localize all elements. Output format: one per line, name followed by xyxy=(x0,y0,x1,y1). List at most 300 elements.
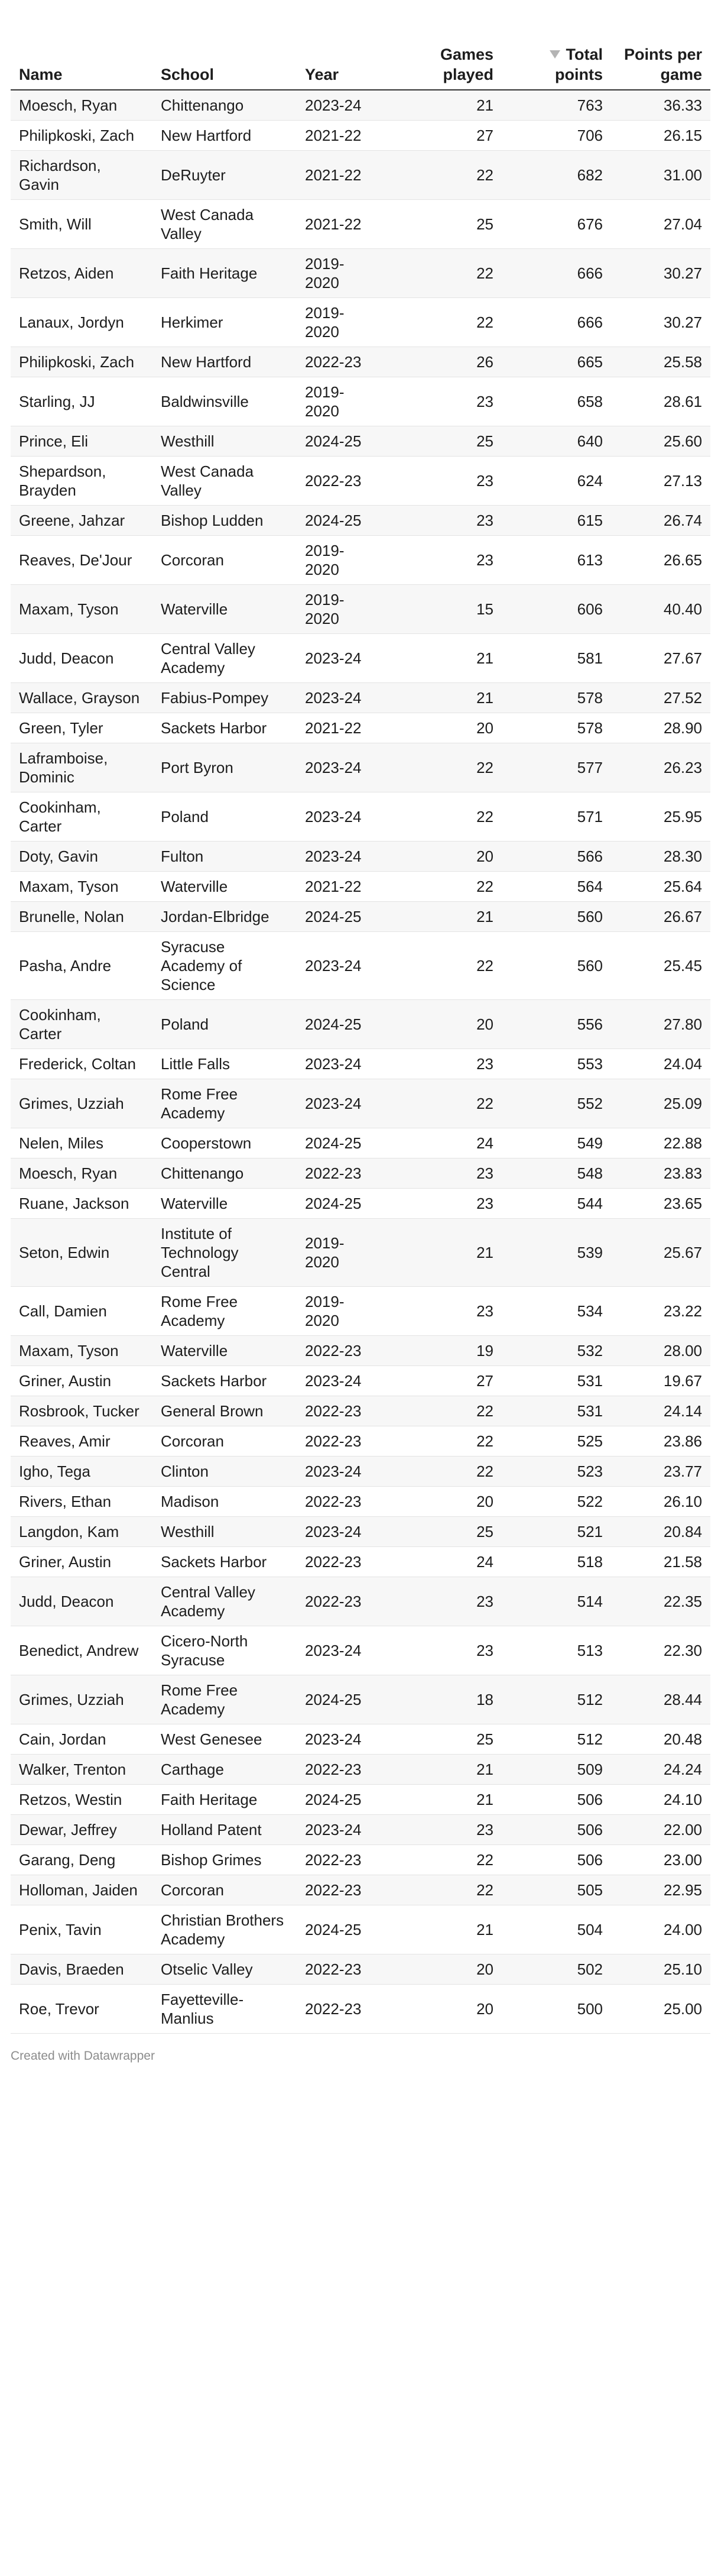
cell-total-points: 560 xyxy=(502,902,611,932)
cell-school: Corcoran xyxy=(152,1426,297,1457)
cell-school: Westhill xyxy=(152,1517,297,1547)
cell-name: Green, Tyler xyxy=(11,713,152,743)
table-row xyxy=(11,634,710,683)
cell-name: Holloman, Jaiden xyxy=(11,1875,152,1905)
cell-total-points: 521 xyxy=(502,1517,611,1547)
cell-name: Greene, Jahzar xyxy=(11,506,152,536)
cell-total-points: 514 xyxy=(502,1577,611,1626)
cell-year: 2023-24 xyxy=(297,743,387,792)
cell-name: Moesch, Ryan xyxy=(11,1158,152,1189)
cell-games-played: 22 xyxy=(387,1426,502,1457)
cell-school: Sackets Harbor xyxy=(152,713,297,743)
cell-school: West Canada Valley xyxy=(152,457,297,506)
cell-name: Davis, Braeden xyxy=(11,1954,152,1985)
cell-total-points: 518 xyxy=(502,1547,611,1577)
cell-games-played: 24 xyxy=(387,1547,502,1577)
cell-points-per-game: 28.44 xyxy=(611,1675,710,1724)
cell-school: Sackets Harbor xyxy=(152,1366,297,1396)
table-row xyxy=(11,1755,710,1785)
table-row xyxy=(11,506,710,536)
cell-points-per-game: 20.48 xyxy=(611,1724,710,1755)
cell-total-points: 615 xyxy=(502,506,611,536)
cell-total-points: 666 xyxy=(502,298,611,347)
cell-name: Starling, JJ xyxy=(11,377,152,426)
table-row xyxy=(11,1985,710,2034)
cell-total-points: 509 xyxy=(502,1755,611,1785)
cell-total-points: 577 xyxy=(502,743,611,792)
table-row xyxy=(11,1287,710,1336)
cell-total-points: 506 xyxy=(502,1785,611,1815)
cell-points-per-game: 40.40 xyxy=(611,585,710,634)
cell-year: 2023-24 xyxy=(297,1626,387,1675)
cell-year: 2024-25 xyxy=(297,1000,387,1049)
cell-year: 2023-24 xyxy=(297,90,387,121)
cell-year: 2022-23 xyxy=(297,1426,387,1457)
cell-points-per-game: 28.30 xyxy=(611,842,710,872)
cell-year: 2023-24 xyxy=(297,792,387,842)
cell-name: Brunelle, Nolan xyxy=(11,902,152,932)
cell-games-played: 22 xyxy=(387,932,502,1000)
cell-total-points: 522 xyxy=(502,1487,611,1517)
cell-school: Waterville xyxy=(152,872,297,902)
cell-year: 2019-2020 xyxy=(297,377,387,426)
cell-year: 2023-24 xyxy=(297,1815,387,1845)
cell-total-points: 613 xyxy=(502,536,611,585)
cell-total-points: 578 xyxy=(502,713,611,743)
cell-points-per-game: 25.67 xyxy=(611,1219,710,1287)
cell-name: Doty, Gavin xyxy=(11,842,152,872)
cell-name: Maxam, Tyson xyxy=(11,585,152,634)
cell-points-per-game: 22.88 xyxy=(611,1128,710,1158)
cell-school: Bishop Grimes xyxy=(152,1845,297,1875)
cell-name: Ruane, Jackson xyxy=(11,1189,152,1219)
cell-games-played: 25 xyxy=(387,1517,502,1547)
cell-points-per-game: 24.04 xyxy=(611,1049,710,1079)
cell-school: New Hartford xyxy=(152,347,297,377)
table-row xyxy=(11,1517,710,1547)
cell-school: Corcoran xyxy=(152,536,297,585)
cell-school: Waterville xyxy=(152,1336,297,1366)
cell-points-per-game: 25.60 xyxy=(611,426,710,457)
cell-name: Walker, Trenton xyxy=(11,1755,152,1785)
cell-total-points: 512 xyxy=(502,1724,611,1755)
cell-total-points: 666 xyxy=(502,249,611,298)
cell-points-per-game: 30.27 xyxy=(611,249,710,298)
cell-points-per-game: 25.95 xyxy=(611,792,710,842)
cell-school: Central Valley Academy xyxy=(152,634,297,683)
cell-total-points: 534 xyxy=(502,1287,611,1336)
cell-school: Christian Brothers Academy xyxy=(152,1905,297,1954)
cell-school: Cooperstown xyxy=(152,1128,297,1158)
cell-school: Faith Heritage xyxy=(152,249,297,298)
header-name[interactable]: Name xyxy=(11,22,152,90)
cell-school: General Brown xyxy=(152,1396,297,1426)
cell-games-played: 22 xyxy=(387,1845,502,1875)
cell-name: Philipkoski, Zach xyxy=(11,347,152,377)
cell-games-played: 20 xyxy=(387,1985,502,2034)
table-row xyxy=(11,1487,710,1517)
cell-name: Retzos, Westin xyxy=(11,1785,152,1815)
cell-total-points: 525 xyxy=(502,1426,611,1457)
cell-total-points: 500 xyxy=(502,1985,611,2034)
cell-games-played: 21 xyxy=(387,683,502,713)
cell-name: Frederick, Coltan xyxy=(11,1049,152,1079)
scoring-table xyxy=(11,22,710,2034)
cell-year: 2022-23 xyxy=(297,1985,387,2034)
table-row xyxy=(11,1219,710,1287)
cell-total-points: 556 xyxy=(502,1000,611,1049)
cell-name: Wallace, Grayson xyxy=(11,683,152,713)
cell-year: 2022-23 xyxy=(297,347,387,377)
cell-school: Rome Free Academy xyxy=(152,1675,297,1724)
sort-descending-icon xyxy=(550,50,560,59)
cell-games-played: 15 xyxy=(387,585,502,634)
cell-school: Sackets Harbor xyxy=(152,1547,297,1577)
cell-year: 2022-23 xyxy=(297,1396,387,1426)
cell-year: 2023-24 xyxy=(297,1724,387,1755)
cell-school: West Canada Valley xyxy=(152,200,297,249)
header-points-per-game[interactable]: Points per game xyxy=(611,22,710,90)
cell-name: Rosbrook, Tucker xyxy=(11,1396,152,1426)
cell-school: Corcoran xyxy=(152,1875,297,1905)
cell-points-per-game: 21.58 xyxy=(611,1547,710,1577)
cell-school: DeRuyter xyxy=(152,151,297,200)
cell-school: Syracuse Academy of Science xyxy=(152,932,297,1000)
cell-total-points: 544 xyxy=(502,1189,611,1219)
cell-school: Institute of Technology Central xyxy=(152,1219,297,1287)
cell-name: Griner, Austin xyxy=(11,1366,152,1396)
cell-school: Waterville xyxy=(152,1189,297,1219)
cell-points-per-game: 28.61 xyxy=(611,377,710,426)
table-row xyxy=(11,1366,710,1396)
cell-year: 2023-24 xyxy=(297,932,387,1000)
cell-games-played: 22 xyxy=(387,1875,502,1905)
cell-points-per-game: 20.84 xyxy=(611,1517,710,1547)
cell-name: Griner, Austin xyxy=(11,1547,152,1577)
cell-name: Penix, Tavin xyxy=(11,1905,152,1954)
table-row xyxy=(11,200,710,249)
cell-school: Poland xyxy=(152,1000,297,1049)
cell-points-per-game: 26.67 xyxy=(611,902,710,932)
cell-name: Grimes, Uzziah xyxy=(11,1675,152,1724)
cell-games-played: 26 xyxy=(387,347,502,377)
cell-games-played: 23 xyxy=(387,1815,502,1845)
table-row xyxy=(11,1845,710,1875)
cell-total-points: 506 xyxy=(502,1845,611,1875)
cell-name: Maxam, Tyson xyxy=(11,1336,152,1366)
cell-year: 2024-25 xyxy=(297,1905,387,1954)
table-row xyxy=(11,1426,710,1457)
cell-name: Shepardson, Brayden xyxy=(11,457,152,506)
cell-games-played: 23 xyxy=(387,536,502,585)
cell-total-points: 676 xyxy=(502,200,611,249)
table-row xyxy=(11,683,710,713)
cell-total-points: 606 xyxy=(502,585,611,634)
cell-total-points: 531 xyxy=(502,1396,611,1426)
cell-school: Fulton xyxy=(152,842,297,872)
cell-points-per-game: 26.10 xyxy=(611,1487,710,1517)
cell-school: West Genesee xyxy=(152,1724,297,1755)
table-row xyxy=(11,1875,710,1905)
cell-school: Jordan-Elbridge xyxy=(152,902,297,932)
cell-total-points: 571 xyxy=(502,792,611,842)
cell-year: 2021-22 xyxy=(297,151,387,200)
cell-total-points: 505 xyxy=(502,1875,611,1905)
cell-games-played: 23 xyxy=(387,457,502,506)
header-total-points[interactable] xyxy=(502,22,611,90)
cell-name: Pasha, Andre xyxy=(11,932,152,1000)
cell-games-played: 22 xyxy=(387,151,502,200)
cell-year: 2024-25 xyxy=(297,1189,387,1219)
cell-name: Cookinham, Carter xyxy=(11,792,152,842)
cell-school: Little Falls xyxy=(152,1049,297,1079)
header-row xyxy=(11,22,710,90)
cell-school: Fayetteville-Manlius xyxy=(152,1985,297,2034)
cell-points-per-game: 23.22 xyxy=(611,1287,710,1336)
cell-year: 2022-23 xyxy=(297,1577,387,1626)
cell-school: Carthage xyxy=(152,1755,297,1785)
table-row xyxy=(11,347,710,377)
cell-school: Holland Patent xyxy=(152,1815,297,1845)
cell-name: Garang, Deng xyxy=(11,1845,152,1875)
cell-points-per-game: 25.00 xyxy=(611,1985,710,2034)
table-row xyxy=(11,842,710,872)
cell-school: Westhill xyxy=(152,426,297,457)
cell-points-per-game: 27.80 xyxy=(611,1000,710,1049)
cell-year: 2022-23 xyxy=(297,457,387,506)
cell-year: 2023-24 xyxy=(297,1079,387,1128)
cell-total-points: 553 xyxy=(502,1049,611,1079)
cell-total-points: 682 xyxy=(502,151,611,200)
table-row xyxy=(11,932,710,1000)
cell-games-played: 21 xyxy=(387,1905,502,1954)
cell-total-points: 539 xyxy=(502,1219,611,1287)
cell-school: New Hartford xyxy=(152,121,297,151)
cell-school: Rome Free Academy xyxy=(152,1079,297,1128)
cell-games-played: 23 xyxy=(387,506,502,536)
cell-year: 2022-23 xyxy=(297,1336,387,1366)
cell-total-points: 560 xyxy=(502,932,611,1000)
cell-school: Rome Free Academy xyxy=(152,1287,297,1336)
cell-school: Central Valley Academy xyxy=(152,1577,297,1626)
cell-school: Fabius-Pompey xyxy=(152,683,297,713)
cell-points-per-game: 24.14 xyxy=(611,1396,710,1426)
cell-year: 2022-23 xyxy=(297,1158,387,1189)
table-row xyxy=(11,1954,710,1985)
table-row xyxy=(11,1626,710,1675)
cell-year: 2022-23 xyxy=(297,1954,387,1985)
cell-year: 2023-24 xyxy=(297,634,387,683)
cell-name: Call, Damien xyxy=(11,1287,152,1336)
table-row xyxy=(11,743,710,792)
cell-name: Rivers, Ethan xyxy=(11,1487,152,1517)
cell-games-played: 23 xyxy=(387,1626,502,1675)
cell-name: Cain, Jordan xyxy=(11,1724,152,1755)
cell-year: 2024-25 xyxy=(297,902,387,932)
cell-games-played: 20 xyxy=(387,1954,502,1985)
table-row xyxy=(11,1396,710,1426)
cell-games-played: 22 xyxy=(387,298,502,347)
header-games-played[interactable]: Games played xyxy=(387,22,502,90)
cell-year: 2022-23 xyxy=(297,1487,387,1517)
table-row xyxy=(11,1158,710,1189)
cell-games-played: 22 xyxy=(387,792,502,842)
cell-games-played: 20 xyxy=(387,1487,502,1517)
cell-points-per-game: 25.10 xyxy=(611,1954,710,1985)
cell-games-played: 20 xyxy=(387,1000,502,1049)
header-year[interactable]: Year xyxy=(297,22,387,90)
cell-games-played: 21 xyxy=(387,1755,502,1785)
cell-points-per-game: 23.86 xyxy=(611,1426,710,1457)
cell-points-per-game: 28.00 xyxy=(611,1336,710,1366)
table-row xyxy=(11,1547,710,1577)
cell-total-points: 502 xyxy=(502,1954,611,1985)
cell-total-points: 513 xyxy=(502,1626,611,1675)
cell-year: 2021-22 xyxy=(297,713,387,743)
table-row xyxy=(11,90,710,121)
table-row xyxy=(11,1336,710,1366)
cell-year: 2023-24 xyxy=(297,683,387,713)
cell-name: Richardson, Gavin xyxy=(11,151,152,200)
cell-points-per-game: 24.10 xyxy=(611,1785,710,1815)
cell-games-played: 18 xyxy=(387,1675,502,1724)
table-row xyxy=(11,1000,710,1049)
table-row xyxy=(11,457,710,506)
cell-games-played: 19 xyxy=(387,1336,502,1366)
cell-total-points: 706 xyxy=(502,121,611,151)
cell-total-points: 548 xyxy=(502,1158,611,1189)
cell-points-per-game: 25.09 xyxy=(611,1079,710,1128)
cell-total-points: 552 xyxy=(502,1079,611,1128)
cell-games-played: 22 xyxy=(387,249,502,298)
cell-games-played: 21 xyxy=(387,1219,502,1287)
cell-total-points: 532 xyxy=(502,1336,611,1366)
table-row xyxy=(11,1128,710,1158)
cell-total-points: 566 xyxy=(502,842,611,872)
cell-points-per-game: 26.74 xyxy=(611,506,710,536)
cell-games-played: 22 xyxy=(387,872,502,902)
cell-total-points: 506 xyxy=(502,1815,611,1845)
cell-games-played: 21 xyxy=(387,1785,502,1815)
cell-points-per-game: 31.00 xyxy=(611,151,710,200)
cell-points-per-game: 27.13 xyxy=(611,457,710,506)
datawrapper-table-container xyxy=(11,0,710,2063)
table-row xyxy=(11,249,710,298)
table-row xyxy=(11,536,710,585)
cell-total-points: 624 xyxy=(502,457,611,506)
cell-points-per-game: 27.67 xyxy=(611,634,710,683)
cell-year: 2023-24 xyxy=(297,1366,387,1396)
cell-name: Igho, Tega xyxy=(11,1457,152,1487)
cell-total-points: 531 xyxy=(502,1366,611,1396)
cell-year: 2022-23 xyxy=(297,1875,387,1905)
cell-year: 2024-25 xyxy=(297,426,387,457)
cell-games-played: 23 xyxy=(387,1049,502,1079)
cell-total-points: 640 xyxy=(502,426,611,457)
cell-games-played: 21 xyxy=(387,90,502,121)
table-row xyxy=(11,121,710,151)
cell-year: 2022-23 xyxy=(297,1755,387,1785)
cell-year: 2019-2020 xyxy=(297,1219,387,1287)
table-row xyxy=(11,426,710,457)
cell-total-points: 512 xyxy=(502,1675,611,1724)
cell-year: 2024-25 xyxy=(297,1128,387,1158)
cell-name: Reaves, De'Jour xyxy=(11,536,152,585)
cell-school: Poland xyxy=(152,792,297,842)
cell-name: Nelen, Miles xyxy=(11,1128,152,1158)
cell-year: 2023-24 xyxy=(297,1049,387,1079)
table-row xyxy=(11,151,710,200)
cell-games-played: 25 xyxy=(387,426,502,457)
table-row xyxy=(11,1049,710,1079)
cell-games-played: 22 xyxy=(387,1079,502,1128)
cell-points-per-game: 25.45 xyxy=(611,932,710,1000)
cell-year: 2019-2020 xyxy=(297,585,387,634)
cell-points-per-game: 27.52 xyxy=(611,683,710,713)
cell-games-played: 23 xyxy=(387,1189,502,1219)
cell-points-per-game: 26.23 xyxy=(611,743,710,792)
cell-games-played: 24 xyxy=(387,1128,502,1158)
cell-school: Bishop Ludden xyxy=(152,506,297,536)
cell-games-played: 27 xyxy=(387,121,502,151)
table-row xyxy=(11,1577,710,1626)
cell-games-played: 23 xyxy=(387,377,502,426)
cell-total-points: 763 xyxy=(502,90,611,121)
cell-total-points: 523 xyxy=(502,1457,611,1487)
table-row xyxy=(11,377,710,426)
cell-points-per-game: 26.65 xyxy=(611,536,710,585)
cell-school: Waterville xyxy=(152,585,297,634)
cell-points-per-game: 27.04 xyxy=(611,200,710,249)
table-row xyxy=(11,1079,710,1128)
table-row xyxy=(11,792,710,842)
cell-points-per-game: 24.00 xyxy=(611,1905,710,1954)
cell-points-per-game: 30.27 xyxy=(611,298,710,347)
cell-name: Prince, Eli xyxy=(11,426,152,457)
cell-name: Philipkoski, Zach xyxy=(11,121,152,151)
cell-school: Port Byron xyxy=(152,743,297,792)
cell-games-played: 23 xyxy=(387,1577,502,1626)
cell-games-played: 25 xyxy=(387,1724,502,1755)
cell-points-per-game: 23.83 xyxy=(611,1158,710,1189)
cell-name: Langdon, Kam xyxy=(11,1517,152,1547)
cell-name: Retzos, Aiden xyxy=(11,249,152,298)
table-row xyxy=(11,1189,710,1219)
cell-name: Reaves, Amir xyxy=(11,1426,152,1457)
footer-credit: Created with Datawrapper xyxy=(11,2049,155,2063)
cell-name: Dewar, Jeffrey xyxy=(11,1815,152,1845)
cell-games-played: 22 xyxy=(387,743,502,792)
header-school[interactable]: School xyxy=(152,22,297,90)
cell-name: Roe, Trevor xyxy=(11,1985,152,2034)
cell-name: Laframboise, Dominic xyxy=(11,743,152,792)
cell-points-per-game: 26.15 xyxy=(611,121,710,151)
cell-points-per-game: 25.58 xyxy=(611,347,710,377)
table-row xyxy=(11,1457,710,1487)
cell-school: Faith Heritage xyxy=(152,1785,297,1815)
cell-name: Benedict, Andrew xyxy=(11,1626,152,1675)
cell-games-played: 25 xyxy=(387,200,502,249)
cell-year: 2019-2020 xyxy=(297,298,387,347)
cell-games-played: 27 xyxy=(387,1366,502,1396)
cell-year: 2019-2020 xyxy=(297,1287,387,1336)
table-row xyxy=(11,1815,710,1845)
cell-points-per-game: 23.77 xyxy=(611,1457,710,1487)
cell-name: Smith, Will xyxy=(11,200,152,249)
cell-year: 2019-2020 xyxy=(297,249,387,298)
cell-total-points: 665 xyxy=(502,347,611,377)
header-total-points-label: Total points xyxy=(555,46,603,83)
